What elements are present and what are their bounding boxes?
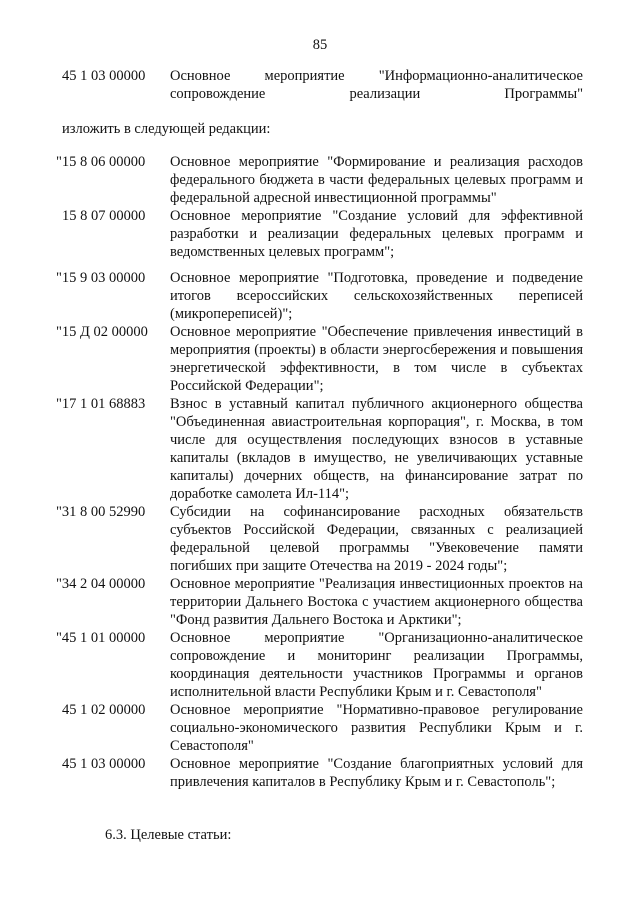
- budget-code: 45 1 03 00000: [62, 68, 146, 84]
- table-row: [0, 755, 640, 791]
- table-row: [0, 701, 640, 755]
- table-row: [0, 153, 640, 207]
- entry-description: Основное мероприятие "Создание благоприятных условий для привлечения капиталов в Республику Крым и г. Севастополь";: [170, 756, 583, 790]
- section-heading: 6.3. Целевые статьи:: [105, 827, 232, 843]
- intro-text: изложить в следующей редакции:: [62, 121, 271, 137]
- table-row: [0, 395, 640, 503]
- budget-code: "15 9 03 00000: [56, 270, 146, 286]
- entry-description: Основное мероприятие "Подготовка, проведение и подведение итогов всероссийских сельскохозяйственных переписей (микропереписей)";: [170, 270, 583, 322]
- budget-code: 15 8 07 00000: [62, 208, 146, 224]
- entry-description: Основное мероприятие "Информационно-аналитическое сопровождение реализации Программы": [170, 68, 583, 102]
- budget-code: "15 8 06 00000: [56, 154, 146, 170]
- budget-code: "15 Д 02 00000: [56, 324, 148, 340]
- entry-description: Основное мероприятие "Формирование и реализация расходов федерального бюджета в части федеральных целевых программ и федеральной адресной инвестиционной программы": [170, 154, 583, 206]
- table-row: [0, 575, 640, 629]
- budget-code: 45 1 03 00000: [62, 756, 146, 772]
- table-row: [0, 269, 640, 323]
- table-row: [0, 207, 640, 261]
- entries-list: [0, 153, 640, 791]
- table-row: [0, 67, 640, 103]
- entry-description: Субсидии на софинансирование расходных обязательств субъектов Российской Федерации, связанных с реализацией федеральной целевой программы "Увековечение памяти погибших при защите Отечества на 2019 - 2024 годы";: [170, 504, 583, 574]
- budget-code: "34 2 04 00000: [56, 576, 146, 592]
- top-entry: [0, 67, 640, 103]
- entry-description: Основное мероприятие "Организационно-аналитическое сопровождение и мониторинг реализации Программы, координация деятельности участников Программы и органов исполнительной власти Республики Крым и г. Севастополя": [170, 630, 583, 700]
- entry-description: Основное мероприятие "Реализация инвестиционных проектов на территории Дальнего Востока с участием акционерного общества "Фонд развития Дальнего Востока и Арктики";: [170, 576, 583, 628]
- entry-description: Основное мероприятие "Обеспечение привлечения инвестиций в мероприятия (проекты) в области энергосбережения и повышения энергетической эффективности, в том числе в субъектах Российской Федерации";: [170, 324, 583, 394]
- table-row: [0, 323, 640, 395]
- table-row: [0, 503, 640, 575]
- entry-description: Основное мероприятие "Создание условий для эффективной разработки и реализации федеральных целевых программ и ведомственных целевых программ";: [170, 208, 583, 260]
- entry-description: Взнос в уставный капитал публичного акционерного общества "Объединенная авиастроительная корпорация", г. Москва, в том числе для осуществления последующих взносов в уставные капиталы (вкладов в имущество, не увеличивающих уставные капиталы) дочерних обществ, на финансирование затрат по доработке самолета Ил-114";: [170, 396, 583, 502]
- budget-code: 45 1 02 00000: [62, 702, 146, 718]
- page-number: 85: [312, 37, 328, 53]
- budget-code: "45 1 01 00000: [56, 630, 146, 646]
- entry-description: Основное мероприятие "Нормативно-правовое регулирование социально-экономического развития Республики Крым и г. Севастополя": [170, 702, 583, 754]
- budget-code: "17 1 01 68883: [56, 396, 146, 412]
- table-row: [0, 629, 640, 701]
- budget-code: "31 8 00 52990: [56, 504, 146, 520]
